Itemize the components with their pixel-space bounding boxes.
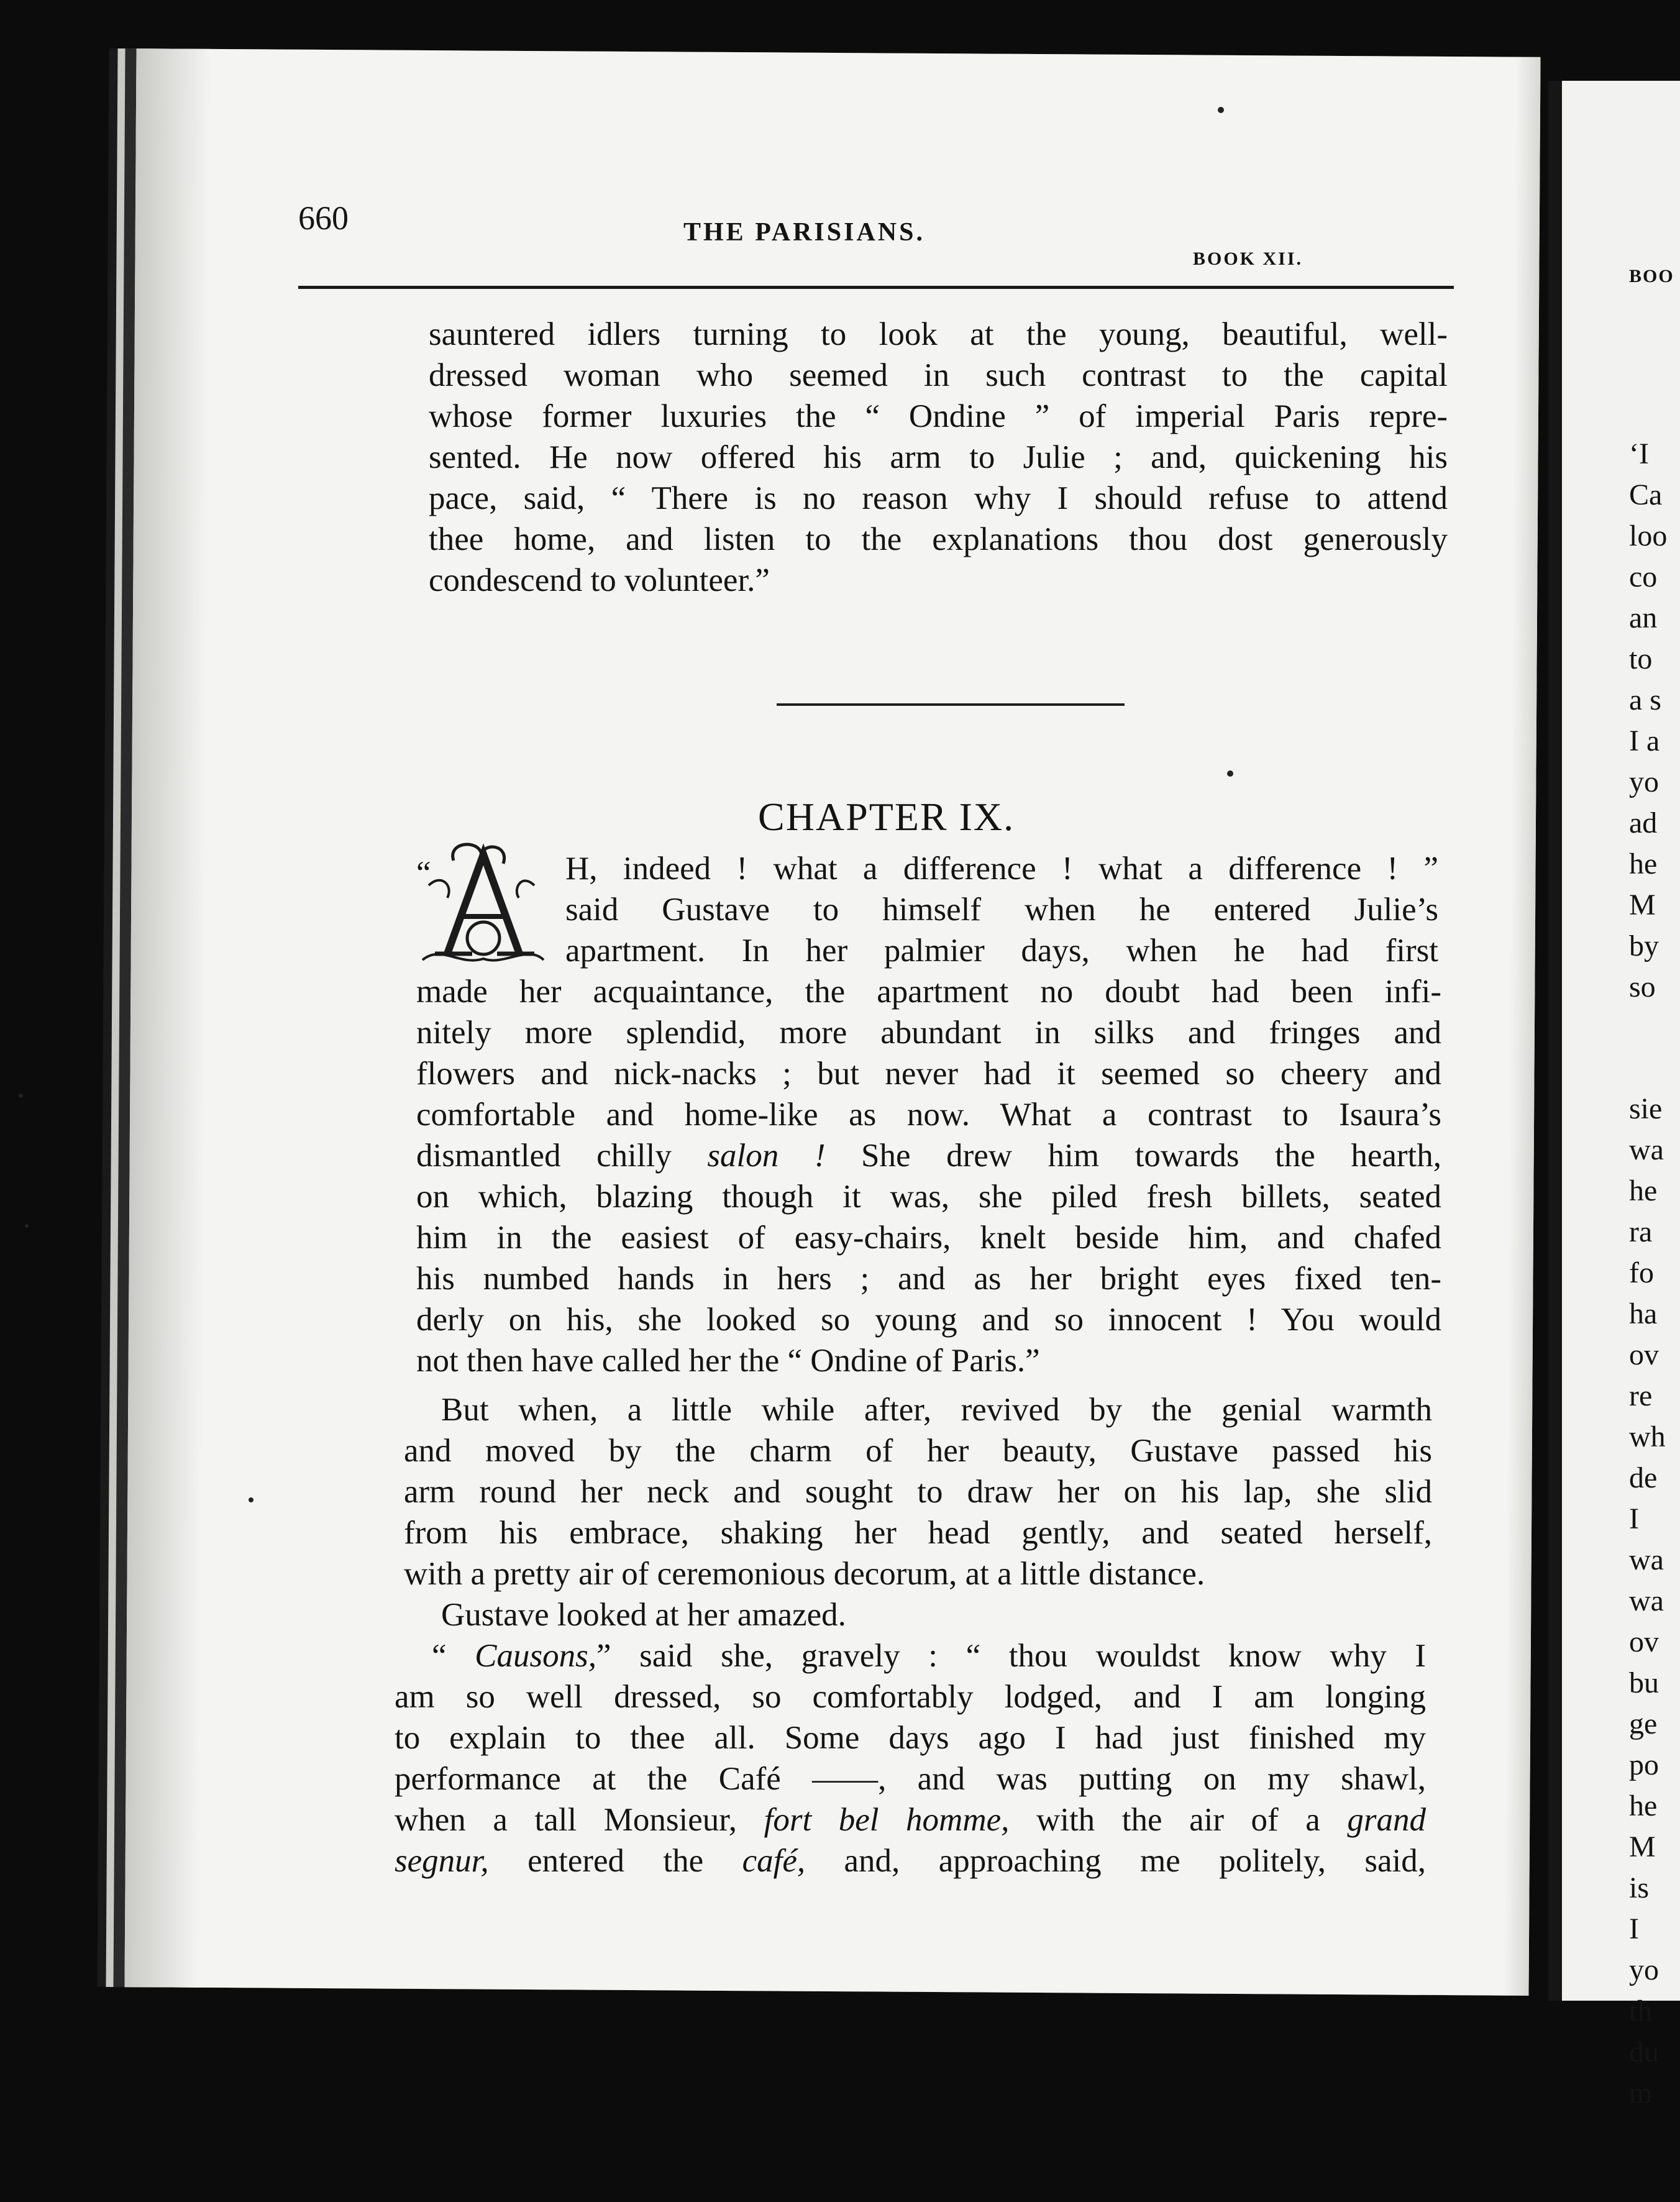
facing-line-fragment: I xyxy=(1629,1502,1639,1535)
facing-line-fragment: du xyxy=(1629,2035,1659,2068)
facing-line-fragment: ov xyxy=(1629,1338,1659,1371)
facing-line-fragment: he xyxy=(1629,847,1658,880)
facing-line-fragment: is xyxy=(1629,1871,1650,1904)
gutter-shadow xyxy=(1504,57,1540,1996)
running-title: THE PARISIANS. xyxy=(683,218,925,247)
text-line: nitely more splendid, more abundant in silks and fringes and xyxy=(416,1015,1441,1051)
text-line: Gustave looked at her amazed. xyxy=(441,1597,846,1633)
section-separator xyxy=(777,703,1125,706)
page-edge xyxy=(124,48,211,1988)
facing-line-fragment: yo xyxy=(1629,1953,1659,1986)
facing-line-fragment: ‘I xyxy=(1629,437,1649,470)
text-run: and, approaching me politely, said, xyxy=(805,1843,1427,1879)
text-line: sented. He now offered his arm to Julie ; and, quickening his xyxy=(429,439,1448,475)
facing-line-fragment: wh xyxy=(1629,1420,1666,1453)
facing-line-fragment: wa xyxy=(1629,1584,1664,1617)
drop-cap-ornament-icon xyxy=(410,836,553,966)
chapter-opening-lines xyxy=(565,848,1438,971)
opening-quote-mark: “ xyxy=(416,855,431,891)
header-rule xyxy=(298,286,1454,289)
scan-speck xyxy=(249,1497,253,1502)
facing-line-fragment: a s xyxy=(1629,683,1661,716)
text-line: am so well dressed, so comfortably lodged, and I am longing xyxy=(395,1679,1426,1715)
facing-line-fragment: po xyxy=(1629,1748,1659,1781)
facing-line-fragment: M xyxy=(1629,1830,1656,1863)
facing-line-fragment: ge xyxy=(1629,1707,1658,1740)
italic-run: café, xyxy=(742,1843,806,1879)
text-line: performance at the Café ——, and was putting on my shawl, xyxy=(395,1761,1426,1797)
facing-line-fragment: M xyxy=(1629,889,1656,921)
top-paragraph xyxy=(429,314,1448,601)
scan-speck xyxy=(1218,107,1224,113)
text-line: whose former luxuries the “ Ondine ” of imperial Paris repre- xyxy=(429,398,1448,434)
facing-line-fragment: wa xyxy=(1629,1133,1664,1166)
text-line: and moved by the charm of her beauty, Gustave passed his xyxy=(404,1433,1432,1469)
text-line: derly on his, she looked so young and so innocent ! You would xyxy=(416,1302,1441,1338)
text-line: But when, a little while after, revived by the genial warmth xyxy=(441,1392,1432,1428)
facing-line-fragment: th xyxy=(1629,1994,1653,2027)
text-line: from his embrace, shaking her head gently, and seated herself, xyxy=(404,1515,1432,1551)
text-line xyxy=(395,1635,1426,1676)
facing-line-fragment: I a xyxy=(1629,724,1660,757)
text-run: entered the xyxy=(488,1843,742,1879)
facing-line-fragment: he xyxy=(1629,1789,1658,1822)
chapter-paragraph-4 xyxy=(395,1635,1426,1881)
page-number: 660 xyxy=(298,199,349,237)
facing-line-fragment: sie xyxy=(1629,1092,1663,1125)
scan-speck xyxy=(1227,770,1233,777)
chapter-paragraph-2 xyxy=(404,1389,1432,1635)
facing-line-fragment: fo xyxy=(1629,1256,1654,1289)
text-line: pace, said, “ There is no reason why I should refuse to attend xyxy=(429,480,1448,516)
italic-run: fort bel homme, xyxy=(764,1802,1010,1838)
facing-line-fragment: he xyxy=(1629,1174,1658,1207)
facing-line-fragment: an xyxy=(1629,601,1658,634)
italic-run: Causons, xyxy=(475,1638,597,1674)
paragraph-gap xyxy=(1629,1008,1680,1089)
facing-line-fragment: ov xyxy=(1629,1625,1659,1658)
facing-page-text xyxy=(1629,434,1680,2114)
facing-line-fragment: to xyxy=(1629,642,1653,675)
text-line: comfortable and home-like as now. What a contrast to Isaura’s xyxy=(416,1097,1441,1133)
facing-line-fragment: by xyxy=(1629,930,1659,962)
text-line: thee home, and listen to the explanations thou dost generously xyxy=(429,521,1448,557)
text-line: sauntered idlers turning to look at the young, beautiful, well- xyxy=(429,316,1448,352)
chapter-heading: CHAPTER IX. xyxy=(758,795,1015,839)
italic-run: salon ! xyxy=(707,1138,826,1174)
text-line: said Gustave to himself when he entered Julie’s xyxy=(565,892,1438,928)
text-run: with the air of a xyxy=(1009,1802,1348,1838)
text-line: condescend to volunteer.” xyxy=(429,562,770,598)
facing-line-fragment: re xyxy=(1629,1379,1653,1412)
facing-line-fragment: so xyxy=(1629,971,1656,1003)
text-line xyxy=(416,1135,1441,1176)
italic-run: segnur, xyxy=(395,1843,489,1879)
text-line: made her acquaintance, the apartment no doubt had been infi- xyxy=(416,974,1441,1010)
text-line xyxy=(395,1799,1426,1840)
scan-speck xyxy=(25,1224,29,1228)
text-line: him in the easiest of easy-chairs, knelt beside him, and chafed xyxy=(416,1220,1441,1256)
spine-shadow xyxy=(1548,81,1562,2001)
text-line: not then have called her the “ Ondine of Paris.” xyxy=(416,1343,1040,1379)
facing-line-fragment: bu xyxy=(1629,1666,1659,1699)
facing-line-fragment: ra xyxy=(1629,1215,1653,1248)
facing-line-fragment: wa xyxy=(1629,1543,1664,1576)
italic-run: grand xyxy=(1347,1802,1426,1838)
text-line: apartment. In her palmier days, when he had first xyxy=(565,933,1438,969)
text-line: his numbed hands in hers ; and as her bright eyes fixed ten- xyxy=(416,1261,1441,1297)
facing-line-fragment: ha xyxy=(1629,1297,1658,1330)
facing-page-header: BOO xyxy=(1629,266,1674,286)
facing-line-fragment: Ca xyxy=(1629,478,1663,511)
text-line: on which, blazing though it was, she piled fresh billets, seated xyxy=(416,1179,1441,1215)
scan-speck xyxy=(19,1094,23,1098)
text-line: arm round her neck and sought to draw her on his lap, she slid xyxy=(404,1474,1432,1510)
text-line: with a pretty air of ceremonious decorum, at a little distance. xyxy=(404,1556,1205,1592)
running-header xyxy=(298,149,1454,269)
ornamental-drop-cap xyxy=(410,836,553,966)
book-label: BOOK XII. xyxy=(1193,249,1303,269)
facing-line-fragment: I xyxy=(1629,1912,1639,1945)
facing-line-fragment: de xyxy=(1629,1461,1658,1494)
text-line: dressed woman who seemed in such contrast to the capital xyxy=(429,357,1448,393)
facing-line-fragment: co xyxy=(1629,560,1658,593)
chapter-paragraph-1 xyxy=(416,971,1441,1381)
text-line: flowers and nick-nacks ; but never had it seemed so cheery and xyxy=(416,1056,1441,1092)
text-line xyxy=(395,1840,1426,1881)
text-run: She drew him towards the hearth, xyxy=(825,1138,1441,1174)
text-run: ” said she, gravely : “ thou wouldst know why I xyxy=(596,1638,1426,1674)
facing-line-fragment: loo xyxy=(1629,519,1668,552)
text-run: “ xyxy=(432,1638,475,1674)
facing-line-fragment: yo xyxy=(1629,765,1659,798)
text-run: dismantled chilly xyxy=(416,1138,708,1174)
text-line: H, indeed ! what a difference ! what a difference ! ” xyxy=(565,851,1438,887)
text-line: to explain to thee all. Some days ago I had just finished my xyxy=(395,1720,1426,1756)
text-run: when a tall Monsieur, xyxy=(395,1802,764,1838)
facing-line-fragment: m xyxy=(1629,2076,1653,2109)
facing-line-fragment: ad xyxy=(1629,806,1658,839)
facing-page xyxy=(1548,81,1680,2109)
